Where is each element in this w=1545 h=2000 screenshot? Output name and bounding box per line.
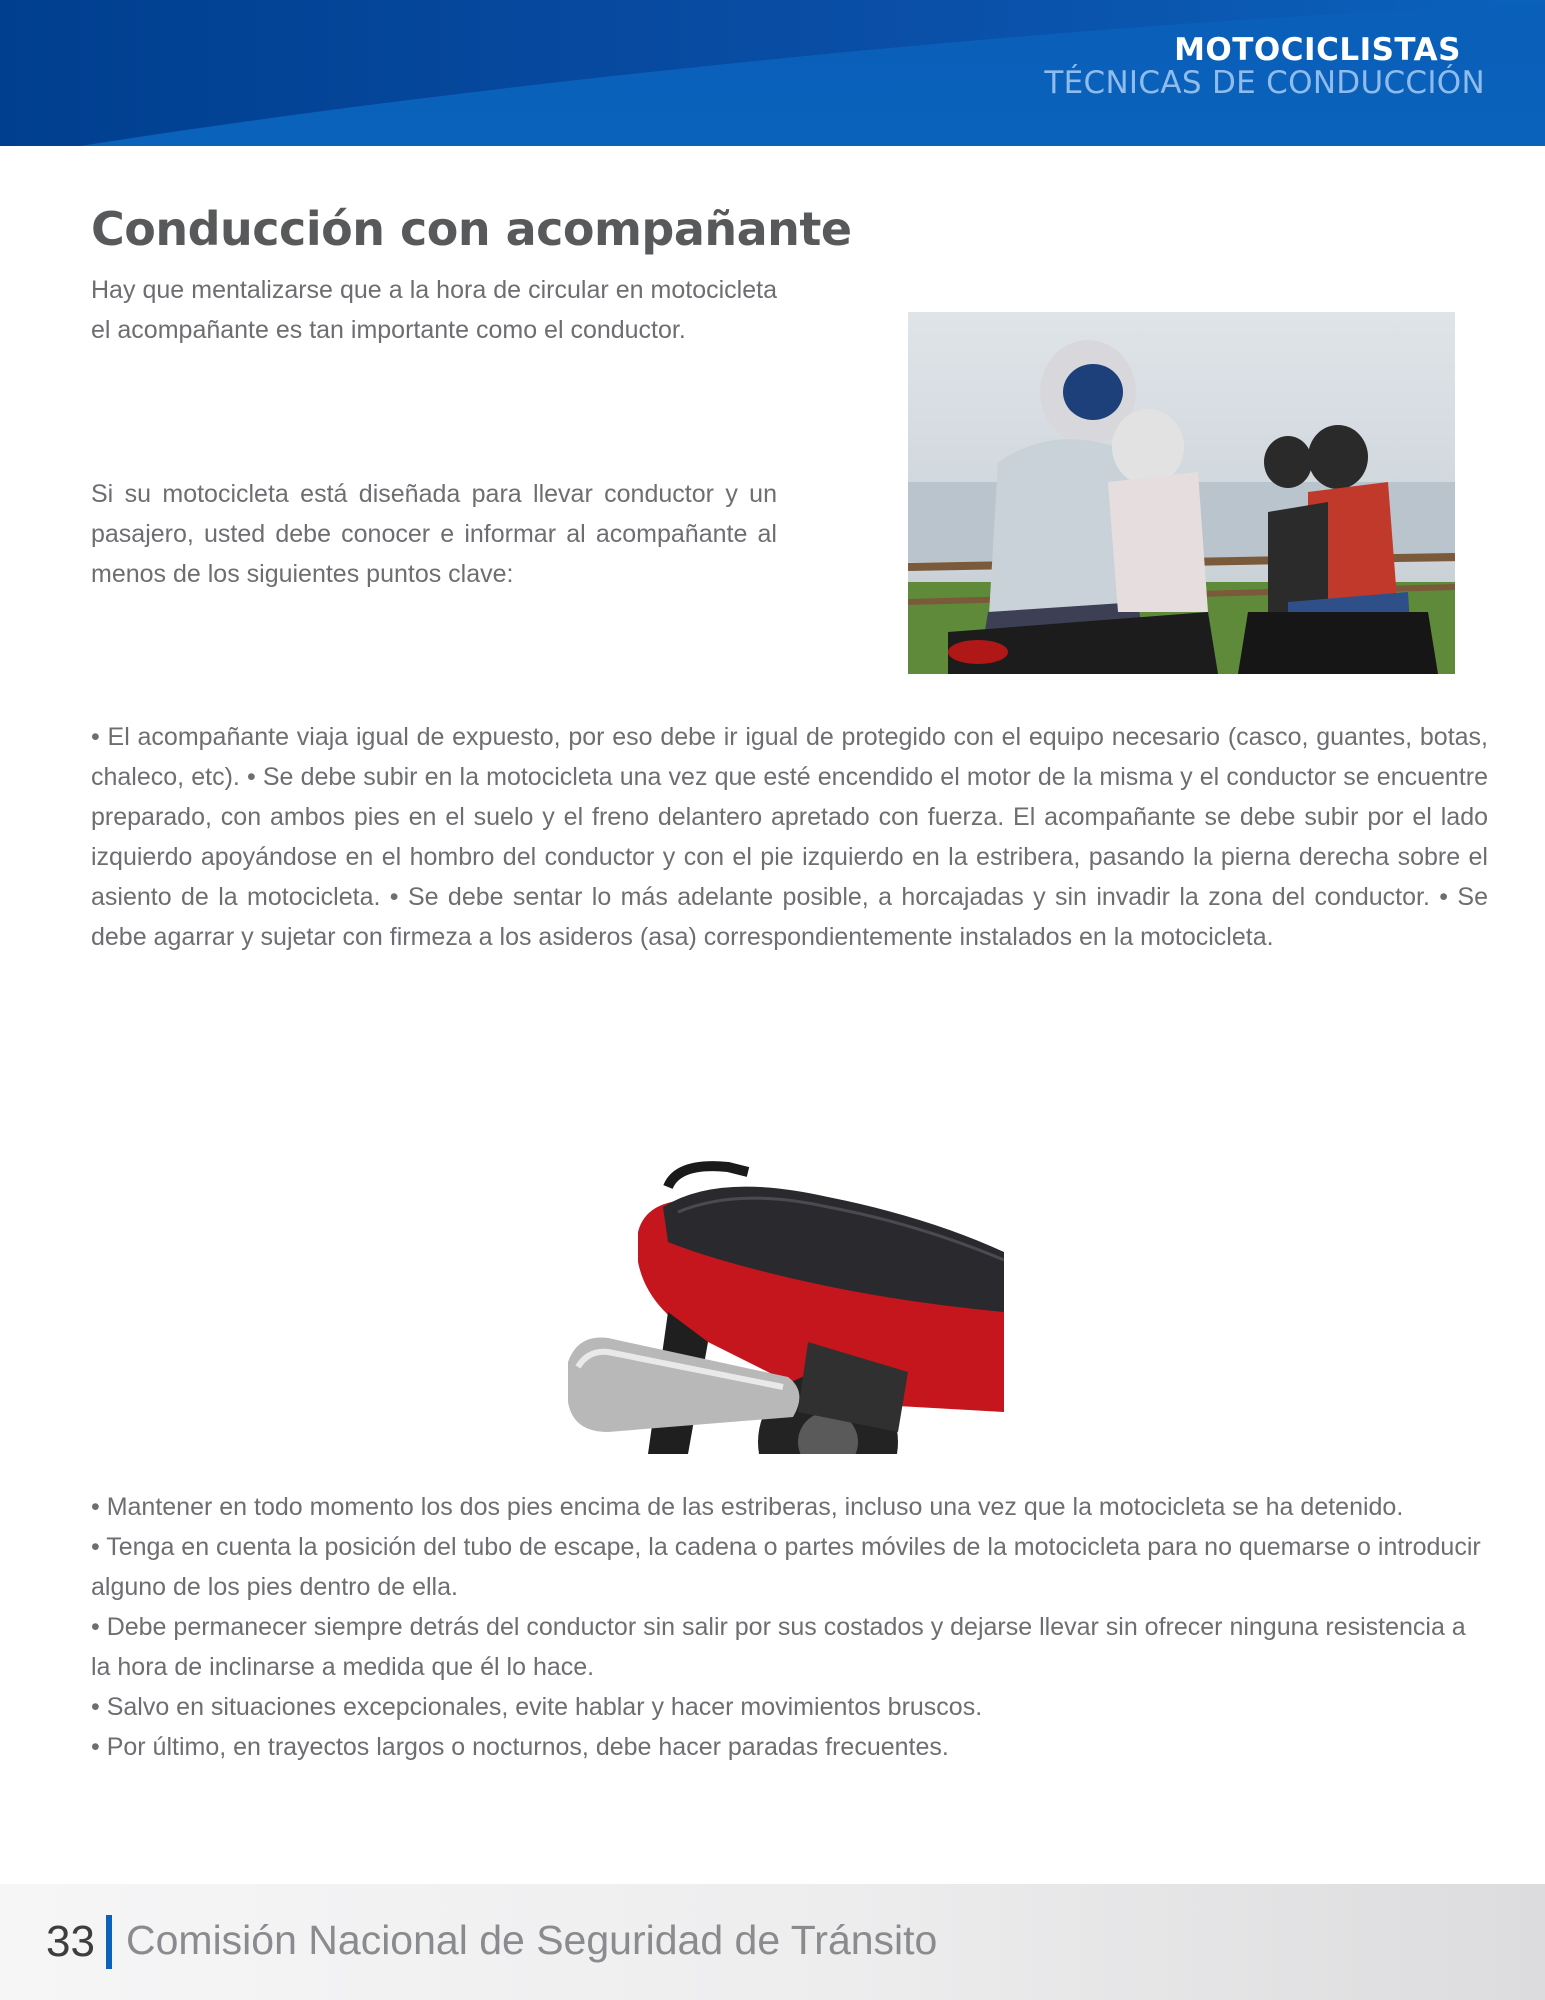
intro-paragraph: Hay que mentalizarse que a la hora de circular en motocicleta el acompañante es tan importante como el conductor.	[91, 276, 777, 344]
list-item: • Debe permanecer siempre detrás del conductor sin salir por sus costados y dejarse llevar sin ofrecer ninguna resistencia a la hora de inclinarse a medida que él lo hace.	[91, 1613, 1466, 1681]
list-item: • Mantener en todo momento los dos pies encima de las estriberas, incluso una vez que la motocicleta se ha detenido.	[91, 1493, 1404, 1521]
header-subtitle: TÉCNICAS DE CONDUCCIÓN	[1044, 64, 1485, 101]
lead-paragraph: Si su motocicleta está diseñada para llevar conductor y un pasajero, usted debe conocer e informar al acompañante al menos de los siguientes puntos clave:	[91, 480, 777, 588]
page-header	[0, 0, 1545, 146]
page-number: 33	[46, 1917, 95, 1966]
list-item: • Por último, en trayectos largos o nocturnos, debe hacer paradas frecuentes.	[91, 1733, 949, 1761]
body-paragraph: • El acompañante viaja igual de expuesto, por eso debe ir igual de protegido con el equipo necesario (casco, guantes, botas, chaleco, etc). • Se debe subir en la motocicleta una vez que esté encendido el motor de la misma y el conductor se encuentre preparado, con ambos pies en el suelo y el freno delantero apretado con fuerza. El acompañante se debe subir por el lado izquierdo apoyándose en el hombro del conductor y con el pie izquierdo en la estribera, pasando la pierna derecha sobre el asiento de la motocicleta. • Se debe sentar lo más adelante posible, a horcajadas y sin invadir la zona del conductor. • Se debe agarrar y sujetar con firmeza a los asideros (asa) correspondientemente instalados en la motocicleta.	[91, 723, 1488, 951]
footer-divider	[106, 1915, 112, 1969]
footer-organization: Comisión Nacional de Seguridad de Tránsito	[126, 1917, 938, 1963]
key-points-list	[91, 1487, 1488, 1767]
header-title: MOTOCICLISTAS	[1174, 32, 1461, 68]
list-item: • Tenga en cuenta la posición del tubo de escape, la cadena o partes móviles de la motocicleta para no quemarse o introducir alguno de los pies dentro de ella.	[91, 1533, 1481, 1601]
motorcycle-seat-photo	[568, 1112, 1004, 1454]
riders-photo	[908, 312, 1455, 674]
list-item: • Salvo en situaciones excepcionales, evite hablar y hacer movimientos bruscos.	[91, 1693, 983, 1721]
section-title: Conducción con acompañante	[91, 202, 852, 256]
header-text	[1044, 34, 1485, 99]
